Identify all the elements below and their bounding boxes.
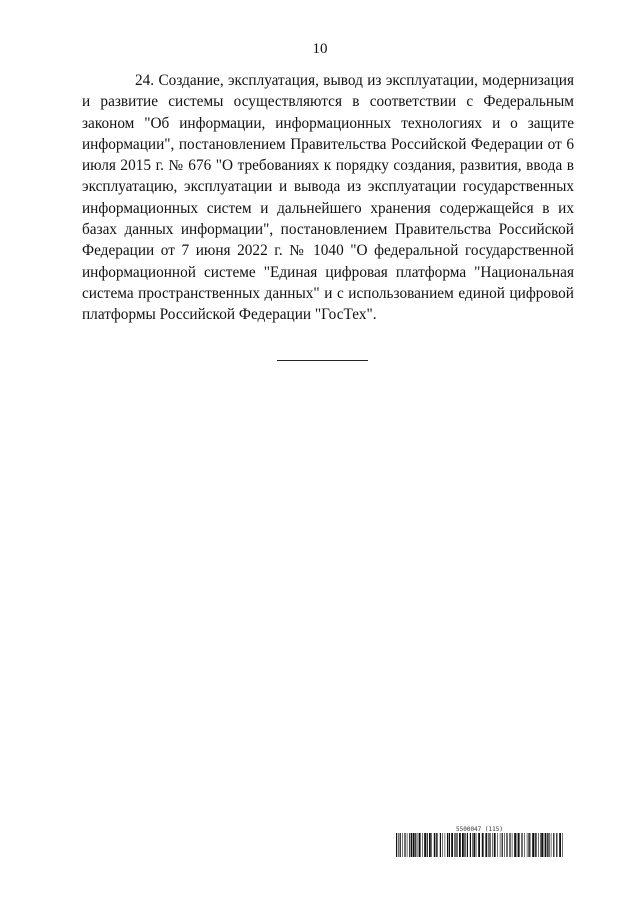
end-separator-line [277, 360, 368, 361]
barcode-bars-icon [396, 833, 564, 857]
page-number: 10 [312, 41, 328, 57]
barcode [396, 826, 564, 858]
body-paragraph: 24. Создание, эксплуатация, вывод из эксплуатации, модернизация и развитие системы осуществляются в соответствии с Федеральным законом "Об информации, информационных технологиях и о защите информации", постановлением Правительства Российской Федерации от 6 июля 2015 г. № 676 "О требованиях к порядку создания, развития, ввода в эксплуатацию, эксплуатации и вывода из эксплуатации государственных информационных систем и дальнейшего хранения содержащейся в их базах данных информации", постановлением Правительства Российской Федерации от 7 июня 2022 г. № 1040 "О федеральной государственной информационной системе "Единая цифровая платформа "Национальная система пространственных данных" и с использованием единой цифровой платформы Российской Федерации "ГосТех". [82, 72, 574, 324]
barcode-caption: 5500047 (115) [456, 826, 503, 833]
